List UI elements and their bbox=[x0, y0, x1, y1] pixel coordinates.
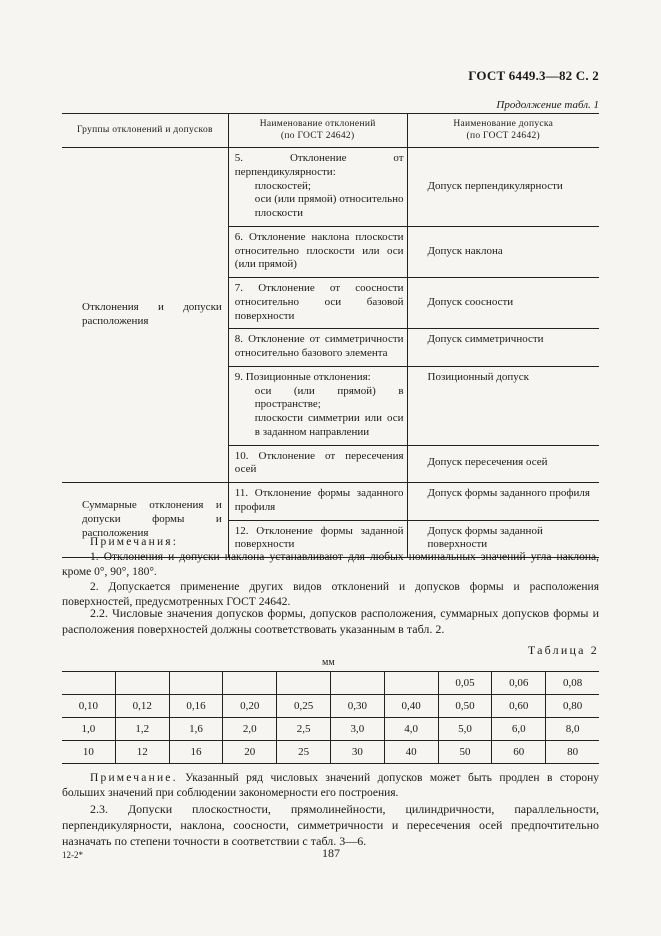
table-row bbox=[62, 148, 599, 227]
tolerance-cell: Допуск соосности bbox=[407, 278, 599, 329]
tolerance-cell: Позиционный допуск bbox=[407, 366, 599, 445]
deviation-subitem: плоскости симметрии или оси в заданном направлении bbox=[254, 412, 404, 438]
table-cell bbox=[330, 672, 384, 695]
note-2-block bbox=[62, 771, 599, 801]
table-cell: 20 bbox=[223, 741, 277, 764]
tolerance-cell: Допуск симметричности bbox=[407, 329, 599, 367]
group-label-location: Отклонения и допуски расположения bbox=[82, 301, 222, 327]
deviation-cell bbox=[228, 366, 407, 445]
table-cell: 5,0 bbox=[438, 718, 492, 741]
tolerance-cell: Допуск наклона bbox=[407, 226, 599, 277]
table-cell: 16 bbox=[169, 741, 223, 764]
table-cell: 1,2 bbox=[115, 718, 169, 741]
table-cell: 0,06 bbox=[492, 672, 546, 695]
deviation-subitem: оси (или прямой) в пространстве; bbox=[254, 384, 404, 411]
note-2-label: Примечание. bbox=[90, 772, 178, 784]
table-cell: 8,0 bbox=[546, 718, 599, 741]
table-cell: 1,0 bbox=[62, 718, 115, 741]
notes-title: Примечания: bbox=[90, 536, 179, 548]
table-cell: 3,0 bbox=[330, 718, 384, 741]
table-cell bbox=[115, 672, 169, 695]
deviation-cell: 10. Отклонение от пересечения осей bbox=[228, 445, 407, 483]
notes-block bbox=[62, 535, 599, 610]
deviation-cell: 8. Отклонение от симметричности относительно базового элемента bbox=[228, 329, 407, 367]
table-cell: 0,30 bbox=[330, 695, 384, 718]
table-cell: 25 bbox=[277, 741, 331, 764]
table-cell bbox=[277, 672, 331, 695]
table-row bbox=[62, 483, 599, 521]
col-header-deviation: Наименование отклонений (по ГОСТ 24642) bbox=[228, 114, 407, 148]
table-cell: 40 bbox=[384, 741, 438, 764]
table-cell: 0,10 bbox=[62, 695, 115, 718]
table-cell: 0,25 bbox=[277, 695, 331, 718]
paragraph-2-3: 2.3. Допуски плоскостности, прямолинейности, цилиндричности, параллельности, перпендикулярности, наклона, соосности, симметричности и пересечения осей предпочтительно назначать по степени точности в соответствии с табл. 3—6. bbox=[62, 802, 599, 848]
col-header-tolerance: Наименование допуска (по ГОСТ 24642) bbox=[407, 114, 599, 148]
deviations-table bbox=[62, 113, 599, 558]
footer-code: 12-2* bbox=[62, 850, 83, 860]
table-cell: 2,5 bbox=[277, 718, 331, 741]
table-cell: 60 bbox=[492, 741, 546, 764]
table-2-label: Таблица 2 bbox=[527, 643, 599, 657]
table-cell: 0,16 bbox=[169, 695, 223, 718]
page-number: 187 bbox=[322, 846, 340, 860]
table-cell: 0,05 bbox=[438, 672, 492, 695]
table-cell: 0,12 bbox=[115, 695, 169, 718]
table-cell: 4,0 bbox=[384, 718, 438, 741]
deviation-cell bbox=[228, 148, 407, 227]
unit-label: мм bbox=[322, 657, 335, 668]
table-row bbox=[62, 695, 599, 718]
table-cell: 2,0 bbox=[223, 718, 277, 741]
table-cell: 1,6 bbox=[169, 718, 223, 741]
group-label-combined: Суммарные отклонения и допуски формы и расположения bbox=[82, 499, 222, 539]
table-row bbox=[62, 741, 599, 764]
deviation-cell: 7. Отклонение от соосности относительно оси базовой поверхности bbox=[228, 278, 407, 329]
note-item: 2. Допускается применение других видов отклонений и допусков формы и расположения поверхностей, предусмотренных ГОСТ 24642. bbox=[62, 581, 599, 608]
tolerance-cell: Допуск формы заданного профиля bbox=[407, 483, 599, 521]
note-2-text: Указанный ряд числовых значений допусков может быть продлен в сторону больших значений при соблюдении закономерности его построения. bbox=[62, 772, 600, 799]
table-cell: 50 bbox=[438, 741, 492, 764]
table-cell bbox=[62, 672, 115, 695]
deviation-cell: 6. Отклонение наклона плоскости относительно плоскости или оси (или прямой) bbox=[228, 226, 407, 277]
table-cell bbox=[223, 672, 277, 695]
tolerance-values-table bbox=[62, 671, 599, 764]
table-continuation-label: Продолжение табл. 1 bbox=[496, 99, 599, 111]
tolerance-cell: Допуск формы заданной поверхности bbox=[407, 520, 599, 558]
deviation-cell: 12. Отклонение формы заданной поверхности bbox=[228, 520, 407, 558]
paragraph-2-2: 2.2. Числовые значения допусков формы, допусков расположения, суммарных допусков формы и расположения поверхностей должны соответствовать указанным в табл. 2. bbox=[62, 606, 599, 636]
table-cell bbox=[169, 672, 223, 695]
table-cell: 0,20 bbox=[223, 695, 277, 718]
table-header-row bbox=[62, 114, 599, 148]
table-cell: 0,08 bbox=[546, 672, 599, 695]
note-item: 1. Отклонения и допуски наклона устанавливают для любых номинальных значений угла наклона, кроме 0°, 90°, 180°. bbox=[62, 551, 599, 578]
table-cell: 10 bbox=[62, 741, 115, 764]
table-cell: 30 bbox=[330, 741, 384, 764]
page-header-title: ГОСТ 6449.3—82 С. 2 bbox=[468, 68, 599, 83]
table-cell: 0,50 bbox=[438, 695, 492, 718]
tolerance-cell: Допуск перпендикулярности bbox=[407, 148, 599, 227]
table-cell: 80 bbox=[546, 741, 599, 764]
deviation-text: 9. Позиционные отклонения: bbox=[234, 370, 371, 383]
table-cell: 0,80 bbox=[546, 695, 599, 718]
table-cell: 12 bbox=[115, 741, 169, 764]
table-cell bbox=[384, 672, 438, 695]
tolerance-cell: Допуск пересечения осей bbox=[407, 445, 599, 483]
table-cell: 0,60 bbox=[492, 695, 546, 718]
group-cell-location bbox=[62, 148, 228, 483]
table-cell: 6,0 bbox=[492, 718, 546, 741]
table-cell: 0,40 bbox=[384, 695, 438, 718]
table-row bbox=[62, 672, 599, 695]
deviation-subitem: оси (или прямой) относительно плоскости bbox=[254, 193, 404, 219]
deviation-text: 5. Отклонение от перпендикулярности: bbox=[234, 152, 404, 178]
table-row bbox=[62, 718, 599, 741]
deviation-cell: 11. Отклонение формы заданного профиля bbox=[228, 483, 407, 521]
deviation-subitem: плоскостей; bbox=[254, 179, 311, 192]
col-header-groups: Группы отклонений и допусков bbox=[62, 114, 228, 148]
